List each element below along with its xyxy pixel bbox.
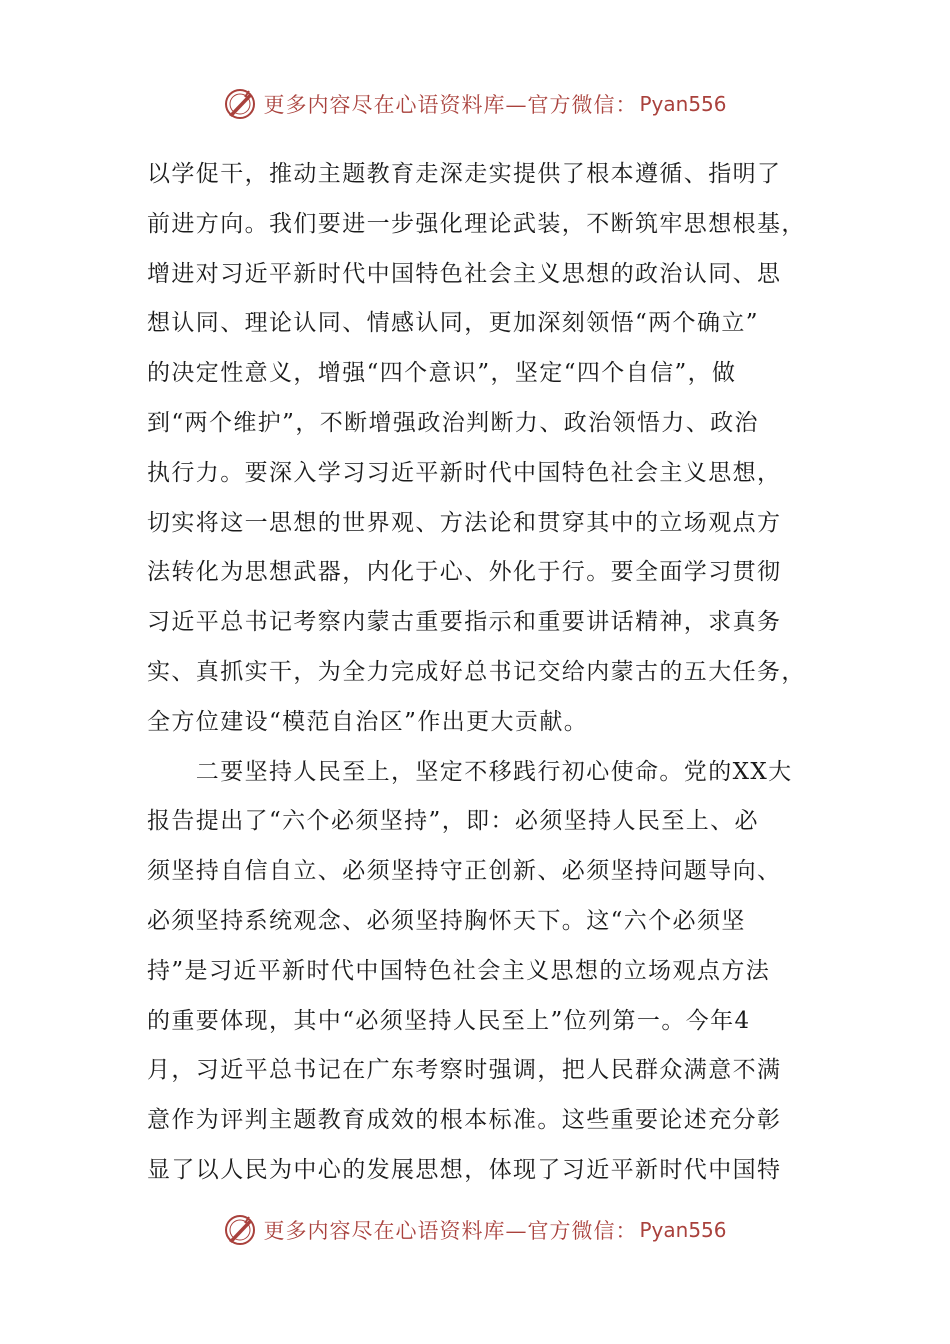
text-line: 实、真抓实干，为全力完成好总书记交给内蒙古的五大任务， xyxy=(147,658,806,685)
header-wechat-id: Pyan556 xyxy=(639,92,727,116)
text-line: 法转化为思想武器，内化于心、外化于行。要全面学习贯彻 xyxy=(147,559,782,586)
quill-logo-icon xyxy=(223,1213,257,1247)
footer-banner xyxy=(0,1210,950,1250)
header-brand-text: 更多内容尽在心语资料库—官方微信： xyxy=(263,93,638,117)
text-line: 执行力。要深入学习习近平新时代中国特色社会主义思想， xyxy=(147,459,782,486)
text-line: 切实将这一思想的世界观、方法论和贯穿其中的立场观点方 xyxy=(147,509,782,536)
text-line: 显了以人民为中心的发展思想，体现了习近平新时代中国特 xyxy=(147,1156,782,1183)
text-line: 月，习近平总书记在广东考察时强调，把人民群众满意不满 xyxy=(147,1057,782,1084)
text-line: 增进对习近平新时代中国特色社会主义思想的政治认同、思 xyxy=(147,260,782,287)
text-line: 报告提出了“六个必须坚持”，即：必须坚持人民至上、必 xyxy=(147,808,759,835)
text-line: 须坚持自信自立、必须坚持守正创新、必须坚持问题导向、 xyxy=(147,858,782,885)
text-line: 必须坚持系统观念、必须坚持胸怀天下。这“六个必须坚 xyxy=(147,907,746,934)
document-body xyxy=(147,150,807,1196)
text-line: 二要坚持人民至上，坚定不移践行初心使命。党的XX大 xyxy=(147,758,793,785)
text-line: 持”是习近平新时代中国特色社会主义思想的立场观点方法 xyxy=(147,957,771,984)
footer-brand-text: 更多内容尽在心语资料库—官方微信： xyxy=(263,1219,638,1243)
text-line: 习近平总书记考察内蒙古重要指示和重要讲话精神，求真务 xyxy=(147,609,782,636)
header-banner xyxy=(0,84,950,124)
text-line: 意作为评判主题教育成效的根本标准。这些重要论述充分彰 xyxy=(147,1107,782,1134)
text-line: 以学促干，推动主题教育走深走实提供了根本遵循、指明了 xyxy=(147,161,782,187)
text-line: 想认同、理论认同、情感认同，更加深刻领悟“两个确立” xyxy=(147,310,759,337)
footer-wechat-id: Pyan556 xyxy=(639,1218,727,1242)
text-line: 到“两个维护”，不断增强政治判断力、政治领悟力、政治 xyxy=(147,409,759,436)
text-line: 前进方向。我们要进一步强化理论武装，不断筑牢思想根基， xyxy=(147,210,806,237)
text-line: 的决定性意义，增强“四个意识”，坚定“四个自信”，做 xyxy=(147,360,737,387)
text-line: 的重要体现，其中“必须坚持人民至上”位列第一。今年4 xyxy=(147,1007,751,1034)
quill-logo-icon xyxy=(223,87,257,121)
text-line: 全方位建设“模范自治区”作出更大贡献。 xyxy=(147,708,589,735)
